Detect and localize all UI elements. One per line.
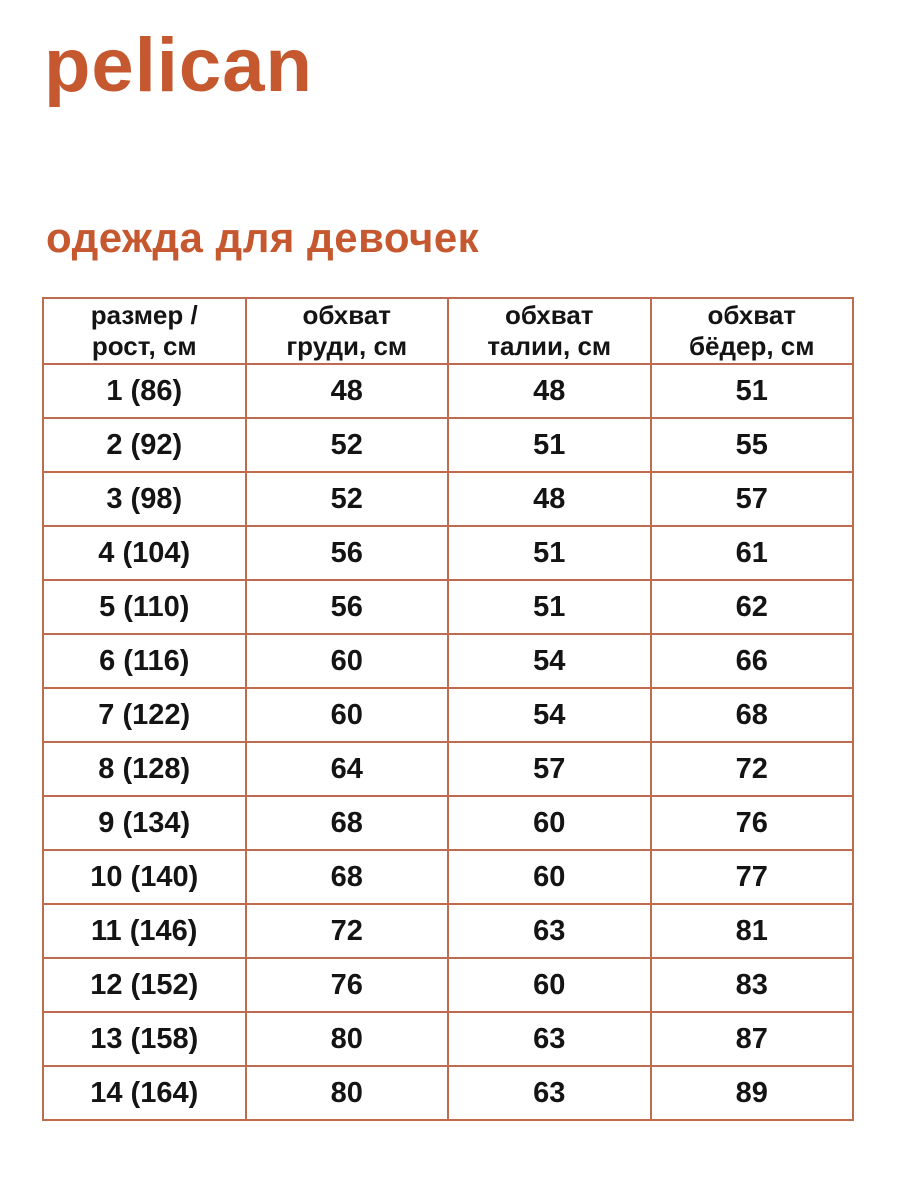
size-height-cell: 6 (116) — [43, 634, 246, 688]
column-header-line: груди, см — [286, 331, 408, 361]
table-row — [43, 526, 853, 580]
size-height-cell: 10 (140) — [43, 850, 246, 904]
column-header-line: обхват — [707, 299, 797, 330]
column-header-line: обхват — [302, 299, 392, 330]
measurement-cell: 61 — [651, 526, 854, 580]
measurement-cell: 66 — [651, 634, 854, 688]
measurement-cell: 63 — [448, 1066, 651, 1120]
header-row — [43, 298, 853, 364]
size-height-cell: 5 (110) — [43, 580, 246, 634]
brand-logo: pelican — [44, 23, 313, 108]
measurement-cell: 57 — [651, 472, 854, 526]
page-title: одежда для девочек — [46, 214, 480, 261]
measurement-cell: 48 — [448, 364, 651, 418]
column-header-line: талии, см — [487, 331, 612, 361]
table-row — [43, 904, 853, 958]
measurement-cell: 51 — [651, 364, 854, 418]
column-header-line: бёдер, см — [688, 331, 815, 361]
size-height-cell: 2 (92) — [43, 418, 246, 472]
measurement-cell: 51 — [448, 418, 651, 472]
table-row — [43, 634, 853, 688]
size-height-cell: 3 (98) — [43, 472, 246, 526]
measurement-cell: 81 — [651, 904, 854, 958]
table-row — [43, 1066, 853, 1120]
size-height-cell: 4 (104) — [43, 526, 246, 580]
size-height-cell: 8 (128) — [43, 742, 246, 796]
measurement-cell: 63 — [448, 1012, 651, 1066]
measurement-cell: 55 — [651, 418, 854, 472]
measurement-cell: 72 — [246, 904, 449, 958]
table-row — [43, 796, 853, 850]
measurement-cell: 83 — [651, 958, 854, 1012]
measurement-cell: 60 — [246, 634, 449, 688]
table-row — [43, 958, 853, 1012]
column-header-line: рост, см — [91, 331, 197, 361]
measurement-cell: 48 — [448, 472, 651, 526]
size-height-cell: 7 (122) — [43, 688, 246, 742]
measurement-cell: 60 — [448, 796, 651, 850]
column-header-line: размер / — [90, 299, 198, 330]
measurement-cell: 60 — [448, 850, 651, 904]
measurement-cell: 68 — [651, 688, 854, 742]
measurement-cell: 87 — [651, 1012, 854, 1066]
measurement-cell: 68 — [246, 850, 449, 904]
table-row — [43, 742, 853, 796]
table-row — [43, 1012, 853, 1066]
measurement-cell: 60 — [448, 958, 651, 1012]
size-height-cell: 14 (164) — [43, 1066, 246, 1120]
table-row — [43, 418, 853, 472]
column-header-1 — [246, 298, 449, 364]
size-chart-header — [43, 298, 853, 364]
size-chart-body — [43, 364, 853, 1120]
measurement-cell: 54 — [448, 634, 651, 688]
measurement-cell: 64 — [246, 742, 449, 796]
table-row — [43, 850, 853, 904]
measurement-cell: 52 — [246, 472, 449, 526]
table-row — [43, 688, 853, 742]
size-chart-table — [42, 297, 854, 1121]
measurement-cell: 57 — [448, 742, 651, 796]
measurement-cell: 89 — [651, 1066, 854, 1120]
size-height-cell: 9 (134) — [43, 796, 246, 850]
measurement-cell: 52 — [246, 418, 449, 472]
measurement-cell: 51 — [448, 526, 651, 580]
measurement-cell: 80 — [246, 1066, 449, 1120]
table-row — [43, 472, 853, 526]
measurement-cell: 80 — [246, 1012, 449, 1066]
measurement-cell: 51 — [448, 580, 651, 634]
table-row — [43, 364, 853, 418]
measurement-cell: 54 — [448, 688, 651, 742]
column-header-line: обхват — [504, 299, 594, 330]
measurement-cell: 77 — [651, 850, 854, 904]
measurement-cell: 68 — [246, 796, 449, 850]
size-height-cell: 12 (152) — [43, 958, 246, 1012]
measurement-cell: 76 — [651, 796, 854, 850]
table-row — [43, 580, 853, 634]
measurement-cell: 56 — [246, 580, 449, 634]
size-height-cell: 1 (86) — [43, 364, 246, 418]
measurement-cell: 56 — [246, 526, 449, 580]
measurement-cell: 48 — [246, 364, 449, 418]
measurement-cell: 72 — [651, 742, 854, 796]
size-height-cell: 13 (158) — [43, 1012, 246, 1066]
measurement-cell: 60 — [246, 688, 449, 742]
size-height-cell: 11 (146) — [43, 904, 246, 958]
measurement-cell: 62 — [651, 580, 854, 634]
measurement-cell: 76 — [246, 958, 449, 1012]
column-header-0 — [43, 298, 246, 364]
column-header-2 — [448, 298, 651, 364]
column-header-3 — [651, 298, 854, 364]
measurement-cell: 63 — [448, 904, 651, 958]
